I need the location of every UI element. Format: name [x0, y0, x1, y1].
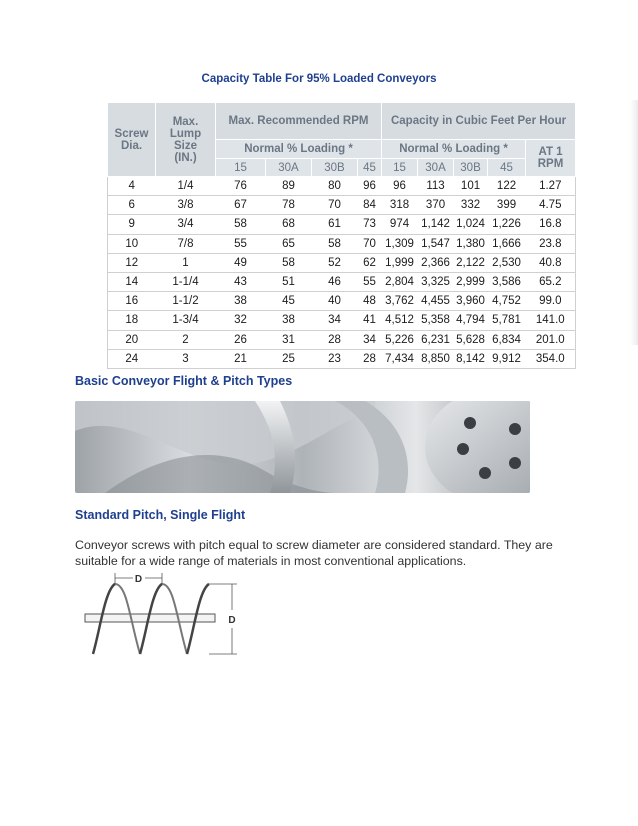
table-cell: 96: [382, 177, 418, 196]
table-cell: 2,366: [418, 253, 454, 272]
table-cell: 43: [216, 272, 266, 291]
table-cell: 62: [358, 253, 382, 272]
table-row: [108, 311, 576, 330]
standard-pitch-diagram: [75, 570, 250, 662]
table-cell: 8,850: [418, 349, 454, 368]
table-cell: 31: [266, 330, 312, 349]
subheader-cell: 15: [216, 159, 266, 177]
table-cell: 2,999: [454, 272, 488, 291]
table-cell: 3: [156, 349, 216, 368]
table-cell: 32: [216, 311, 266, 330]
table-cell: 23.8: [526, 234, 576, 253]
table-cell: 78: [266, 196, 312, 215]
table-row: [108, 177, 576, 196]
table-cell: 2,804: [382, 272, 418, 291]
subheader-cell: 15: [382, 159, 418, 177]
table-cell: 16.8: [526, 215, 576, 234]
table-cell: 41: [358, 311, 382, 330]
table-cell: 1-1/4: [156, 272, 216, 291]
table-cell: 61: [312, 215, 358, 234]
table-cell: 1,142: [418, 215, 454, 234]
table-cell: 1,666: [488, 234, 526, 253]
table-row: [108, 215, 576, 234]
table-cell: 5,226: [382, 330, 418, 349]
table-cell: 4,794: [454, 311, 488, 330]
header-at-1-rpm: AT 1 RPM: [526, 140, 576, 177]
table-cell: 1,547: [418, 234, 454, 253]
table-cell: 48: [358, 292, 382, 311]
table-cell: 9: [108, 215, 156, 234]
header-max-rpm: Max. Recommended RPM: [216, 103, 382, 140]
table-cell: 89: [266, 177, 312, 196]
table-cell: 5,628: [454, 330, 488, 349]
table-cell: 2,122: [454, 253, 488, 272]
table-cell: 122: [488, 177, 526, 196]
subheader-cell: 30A: [266, 159, 312, 177]
table-cell: 4.75: [526, 196, 576, 215]
flight-types-heading: Basic Conveyor Flight & Pitch Types: [75, 374, 293, 388]
table-cell: 4,512: [382, 311, 418, 330]
table-cell: 55: [216, 234, 266, 253]
table-cell: 5,358: [418, 311, 454, 330]
table-row: [108, 272, 576, 291]
table-cell: 4: [108, 177, 156, 196]
subheader-cell: 45: [358, 159, 382, 177]
table-cell: 974: [382, 215, 418, 234]
table-cell: 24: [108, 349, 156, 368]
table-cell: 6,231: [418, 330, 454, 349]
table-cell: 58: [266, 253, 312, 272]
table-cell: 45: [266, 292, 312, 311]
table-cell: 70: [358, 234, 382, 253]
standard-pitch-heading: Standard Pitch, Single Flight: [75, 508, 246, 522]
table-cell: 26: [216, 330, 266, 349]
table-cell: 201.0: [526, 330, 576, 349]
table-cell: 1.27: [526, 177, 576, 196]
table-cell: 1-1/2: [156, 292, 216, 311]
pitch-label: D: [134, 574, 143, 585]
table-row: [108, 253, 576, 272]
table-cell: 318: [382, 196, 418, 215]
subheader-cell: 30B: [454, 159, 488, 177]
table-row: [108, 330, 576, 349]
table-cell: 3,960: [454, 292, 488, 311]
table-cell: 3/4: [156, 215, 216, 234]
table-cell: 113: [418, 177, 454, 196]
table-cell: 6,834: [488, 330, 526, 349]
table-cell: 14: [108, 272, 156, 291]
table-row: [108, 234, 576, 253]
table-cell: 76: [216, 177, 266, 196]
table-cell: 38: [266, 311, 312, 330]
table-cell: 1/4: [156, 177, 216, 196]
table-cell: 16: [108, 292, 156, 311]
table-cell: 49: [216, 253, 266, 272]
header-normal-loading-capacity: Normal % Loading *: [382, 140, 526, 159]
table-title: Capacity Table For 95% Loaded Conveyors: [201, 73, 437, 85]
table-cell: 2: [156, 330, 216, 349]
table-cell: 370: [418, 196, 454, 215]
table-cell: 40.8: [526, 253, 576, 272]
conveyor-flight-photo: [75, 401, 530, 493]
subheader-cell: 30B: [312, 159, 358, 177]
table-cell: 1: [156, 253, 216, 272]
diameter-label: D: [228, 615, 236, 626]
table-cell: 51: [266, 272, 312, 291]
table-cell: 7,434: [382, 349, 418, 368]
table-row: [108, 349, 576, 368]
header-max-lump: Max. Lump Size (IN.): [156, 103, 216, 177]
table-cell: 99.0: [526, 292, 576, 311]
table-cell: 40: [312, 292, 358, 311]
table-cell: 8,142: [454, 349, 488, 368]
table-cell: 67: [216, 196, 266, 215]
table-cell: 4,752: [488, 292, 526, 311]
table-cell: 38: [216, 292, 266, 311]
table-cell: 3,762: [382, 292, 418, 311]
table-cell: 1,999: [382, 253, 418, 272]
header-capacity: Capacity in Cubic Feet Per Hour: [382, 103, 576, 140]
table-cell: 58: [216, 215, 266, 234]
table-cell: 65.2: [526, 272, 576, 291]
header-screw-dia: Screw Dia.: [108, 103, 156, 177]
table-cell: 65: [266, 234, 312, 253]
table-cell: 68: [266, 215, 312, 234]
table-cell: 5,781: [488, 311, 526, 330]
table-cell: 73: [358, 215, 382, 234]
table-cell: 354.0: [526, 349, 576, 368]
table-cell: 399: [488, 196, 526, 215]
table-cell: 1,380: [454, 234, 488, 253]
table-cell: 46: [312, 272, 358, 291]
table-cell: 332: [454, 196, 488, 215]
subheader-cell: 30A: [418, 159, 454, 177]
table-cell: 3,325: [418, 272, 454, 291]
table-cell: 2,530: [488, 253, 526, 272]
table-cell: 21: [216, 349, 266, 368]
page-edge-shadow: [630, 100, 638, 345]
table-cell: 58: [312, 234, 358, 253]
table-cell: 28: [312, 330, 358, 349]
table-cell: 34: [312, 311, 358, 330]
table-cell: 6: [108, 196, 156, 215]
table-cell: 10: [108, 234, 156, 253]
table-cell: 3/8: [156, 196, 216, 215]
table-cell: 52: [312, 253, 358, 272]
table-cell: 23: [312, 349, 358, 368]
table-cell: 96: [358, 177, 382, 196]
table-cell: 1,309: [382, 234, 418, 253]
table-cell: 25: [266, 349, 312, 368]
table-cell: 34: [358, 330, 382, 349]
table-cell: 28: [358, 349, 382, 368]
table-cell: 70: [312, 196, 358, 215]
table-cell: 84: [358, 196, 382, 215]
table-cell: 20: [108, 330, 156, 349]
table-cell: 1-3/4: [156, 311, 216, 330]
table-row: [108, 292, 576, 311]
table-row: [108, 196, 576, 215]
table-cell: 18: [108, 311, 156, 330]
table-cell: 1,024: [454, 215, 488, 234]
table-cell: 55: [358, 272, 382, 291]
table-cell: 12: [108, 253, 156, 272]
standard-pitch-description: Conveyor screws with pitch equal to screw diameter are considered standard. They are suitable for a wide range of materials in most conventional applications.: [75, 538, 553, 568]
header-normal-loading-rpm: Normal % Loading *: [216, 140, 382, 159]
table-cell: 101: [454, 177, 488, 196]
table-cell: 4,455: [418, 292, 454, 311]
table-cell: 7/8: [156, 234, 216, 253]
table-cell: 1,226: [488, 215, 526, 234]
subheader-cell: 45: [488, 159, 526, 177]
table-cell: 141.0: [526, 311, 576, 330]
capacity-table: [107, 102, 576, 369]
table-cell: 3,586: [488, 272, 526, 291]
table-cell: 80: [312, 177, 358, 196]
table-cell: 9,912: [488, 349, 526, 368]
